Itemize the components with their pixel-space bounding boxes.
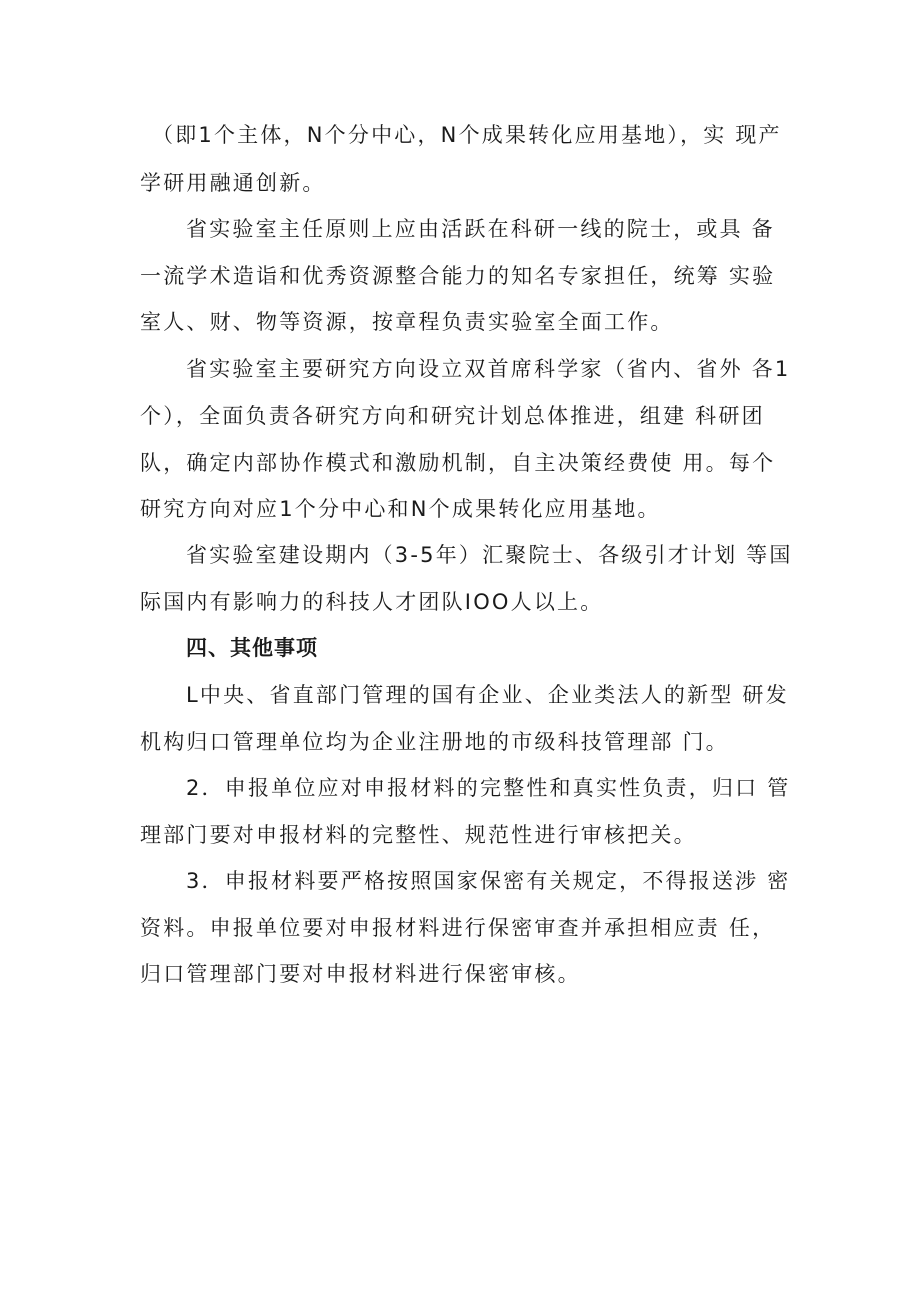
paragraph-3-line-1: 省实验室主要研究方向设立双首席科学家（省内、省外 各1: [186, 357, 791, 381]
item-1-line-2: 机构归口管理单位均为企业注册地的市级科技管理部 门。: [140, 730, 729, 754]
item-2-line-1: 2．申报单位应对申报材料的完整性和真实性负责，归口 管: [186, 776, 791, 800]
item-3-line-3: 归口管理部门要对申报材料进行保密审核。: [140, 962, 581, 986]
item-3-line-2: 资料。申报单位要对申报材料进行保密审查并承担相应责 任，: [140, 916, 776, 940]
item-1-line-1: L中央、省直部门管理的国有企业、企业类法人的新型 研发: [186, 683, 789, 707]
section-heading: 四、其他事项: [186, 636, 318, 660]
item-3-line-1: 3．申报材料要严格按照国家保密有关规定，不得报送涉 密: [186, 869, 791, 893]
paragraph-1-line-1: （即1个主体，N个分中心，N个成果转化应用基地），实 现产: [152, 123, 782, 147]
item-2-line-2: 理部门要对申报材料的完整性、规范性进行审核把关。: [140, 823, 697, 847]
paragraph-4-line-1: 省实验室建设期内（3-5年）汇聚院士、各级引才计划 等国: [186, 543, 793, 567]
paragraph-1-line-2: 学研用融通创新。: [140, 171, 326, 195]
paragraph-4-line-2: 际国内有影响力的科技人才团队IOO人以上。: [140, 590, 604, 614]
paragraph-2-line-3: 室人、财、物等资源，按章程负责实验室全面工作。: [140, 310, 674, 334]
paragraph-2-line-1: 省实验室主任原则上应由活跃在科研一线的院士，或具 备: [186, 217, 775, 241]
paragraph-3-line-3: 队，确定内部协作模式和激励机制，自主决策经费使 用。每个: [140, 451, 776, 475]
paragraph-3-line-2: 个），全面负责各研究方向和研究计划总体推进，组建 科研团: [140, 404, 765, 428]
paragraph-3-line-4: 研究方向对应1个分中心和N个成果转化应用基地。: [140, 497, 661, 521]
paragraph-2-line-2: 一流学术造诣和优秀资源整合能力的知名专家担任，统筹 实验: [140, 264, 776, 288]
